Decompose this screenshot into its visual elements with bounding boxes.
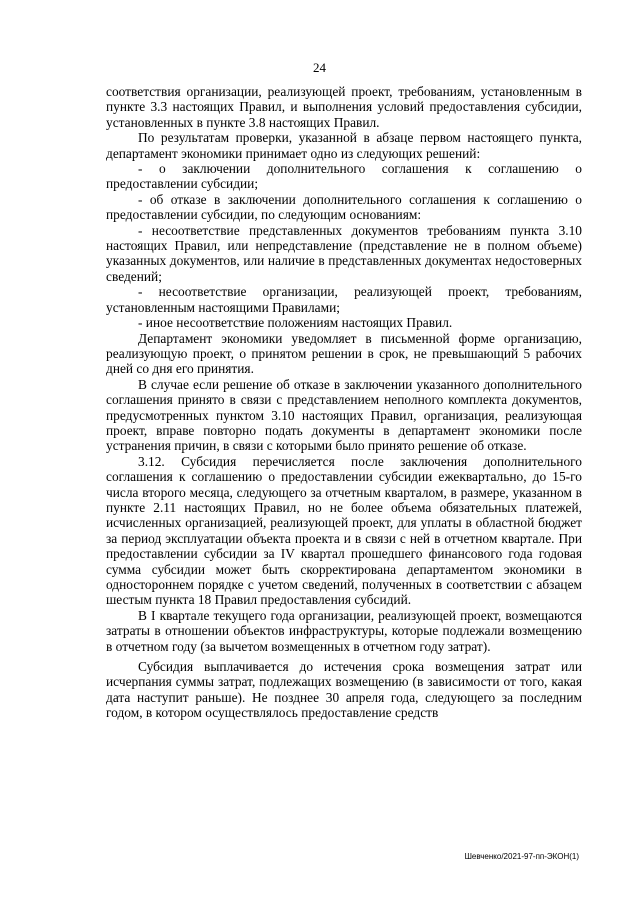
paragraph-payment-term: Субсидия выплачивается до истечения срока возмещения затрат или исчерпания суммы затрат, подлежащих возмещению (в зависимости от того, какая дата наступит раньше). Не позднее 30 апреля года, следующего за последним годом, в котором осуществлялось предоставление средств [106,659,582,721]
paragraph-ground-organization: - несоответствие организации, реализующей проект, требованиям, установленным настоящими Правилами; [106,284,582,315]
paragraph-decision-conclude: - о заключении дополнительного соглашения к соглашению о предоставлении субсидии; [106,161,582,192]
document-body [106,84,582,721]
footer-document-code: Шевченко/2021-97-пп-ЭКОН(1) [464,852,579,861]
paragraph-3-12: 3.12. Субсидия перечисляется после заключения дополнительного соглашения к соглашению о предоставлении субсидии ежеквартально, до 15-го числа второго месяца, следующего за отчетным кварталом, в размере, указанном в пункте 2.11 настоящих Правил, но не более объема обязательных платежей, исчисленных организацией, реализующей проект, для уплаты в областной бюджет за период эксплуатации объекта проекта и в связи с ней в отчетном квартале. При предоставлении субсидии за IV квартал прошедшего финансового года годовая сумма субсидии может быть скорректирована департаментом экономики в одностороннем порядке с учетом сведений, полученных в соответствии с абзацем шестым пункта 18 Правил предоставления субсидий. [106,453,582,608]
paragraph-ground-documents: - несоответствие представленных документов требованиям пункта 3.10 настоящих Правил, или непредставление (представление не в полном объеме) указанных документов, или наличие в представленных документах недостоверных сведений; [106,222,582,284]
page-number: 24 [313,60,326,75]
paragraph-resubmission: В случае если решение об отказе в заключении указанного дополнительного соглашения принято в связи с представлением неполного комплекта документов, предусмотренных пунктом 3.10 настоящих Правил, организация, реализующая проект, вправе повторно подать документы в департамент экономики после устранения причин, в связи с которыми было принято решение об отказе. [106,376,582,454]
paragraph-check-results: По результатам проверки, указанной в абзаце первом настоящего пункта, департамент экономики принимает одно из следующих решений: [106,130,582,161]
paragraph-first-quarter: В I квартале текущего года организации, реализующей проект, возмещаются затраты в отношении объектов инфраструктуры, которые подлежали возмещению в отчетном году (за вычетом возмещенных в отчетном году затрат). [106,607,582,654]
paragraph-decision-refuse: - об отказе в заключении дополнительного соглашения к соглашению о предоставлении субсидии, по следующим основаниям: [106,191,582,223]
paragraph-notification: Департамент экономики уведомляет в письменной форме организацию, реализующую проект, о принятом решении в срок, не превышающий 5 рабочих дней со дня его принятия. [106,330,582,377]
paragraph-continuation: соответствия организации, реализующей проект, требованиям, установленным в пункте 3.3 настоящих Правил, и выполнения условий предоставления субсидии, установленных в пункте 3.8 настоящих Правил. [106,84,582,130]
paragraph-ground-other: - иное несоответствие положениям настоящих Правил. [138,315,453,331]
